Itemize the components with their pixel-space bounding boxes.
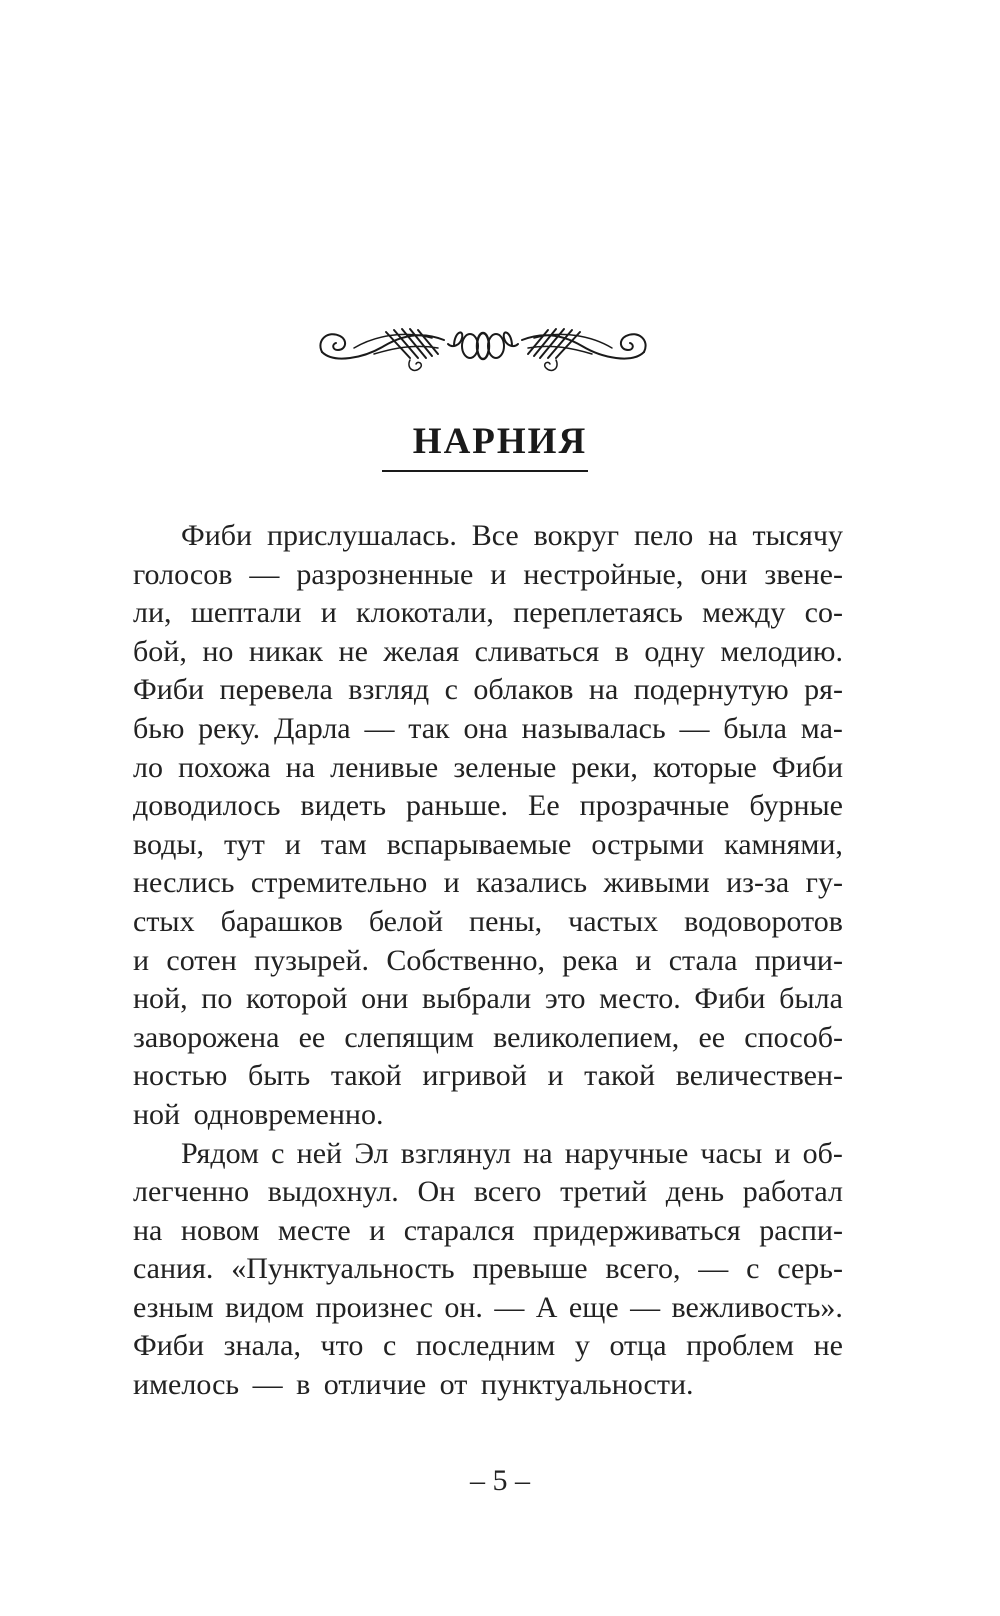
word: тысячу	[752, 519, 843, 552]
word: похожа	[178, 750, 271, 784]
text-line	[133, 1289, 843, 1328]
word: взгляд	[348, 673, 430, 707]
decorative-flourish-ornament	[314, 318, 652, 376]
word: на	[588, 673, 619, 707]
word: бурные	[749, 789, 843, 823]
word: водоворотов	[684, 904, 843, 938]
word: Дарла	[273, 711, 351, 745]
word: там	[320, 827, 367, 861]
word: месте	[277, 1213, 351, 1247]
word: со-	[804, 596, 843, 630]
word: ло	[133, 750, 163, 784]
word: пело	[633, 519, 694, 552]
word: никак	[248, 634, 324, 668]
word: —	[698, 1252, 729, 1286]
word: великолепием,	[493, 1020, 680, 1054]
word: с	[382, 1329, 397, 1363]
word: отца	[609, 1329, 667, 1363]
text-line	[133, 980, 843, 1019]
word: с	[746, 1252, 760, 1286]
word: из-за	[726, 866, 790, 900]
word: и	[133, 943, 150, 977]
chapter-title: НАРНИЯ	[412, 421, 588, 462]
word: новом	[180, 1213, 260, 1247]
word: была	[779, 982, 843, 1016]
word: Собственно,	[386, 943, 545, 977]
word: видом	[225, 1290, 305, 1324]
text-line	[133, 1327, 843, 1366]
word: и	[369, 1213, 386, 1247]
text-line	[133, 864, 843, 903]
word: быть	[247, 1059, 311, 1093]
word: серь-	[777, 1252, 843, 1286]
word: и	[774, 1136, 791, 1170]
word: это	[544, 982, 586, 1016]
word: с	[271, 1136, 285, 1170]
word: взглянул	[400, 1136, 512, 1170]
word: реки,	[571, 750, 638, 784]
text-line	[133, 517, 843, 556]
word: пены,	[469, 904, 543, 938]
word: выбрали	[421, 982, 532, 1016]
word: камнями,	[724, 827, 843, 861]
word: причи-	[754, 943, 843, 977]
word: не	[338, 634, 368, 668]
word: подернутую	[633, 673, 789, 707]
word: они	[700, 557, 748, 591]
word: об-	[802, 1136, 843, 1170]
word: ма-	[800, 711, 843, 745]
word: барашков	[220, 904, 343, 938]
word: придерживаться	[533, 1213, 741, 1247]
word: наручные	[564, 1136, 689, 1170]
word: реку.	[198, 711, 261, 745]
word: вспарываемые	[386, 827, 572, 861]
word: стых	[133, 904, 195, 938]
word: сливаться	[474, 634, 600, 668]
word: и	[284, 827, 301, 861]
word: легченно	[133, 1175, 250, 1209]
word: частых	[568, 904, 659, 938]
word: острыми	[591, 827, 705, 861]
word: ли,	[133, 596, 172, 630]
text-line	[133, 556, 843, 595]
text-line	[133, 826, 843, 865]
text-line	[133, 1019, 843, 1058]
word: Фиби	[181, 519, 253, 552]
word: —	[679, 711, 710, 745]
word: нестройные,	[523, 557, 684, 591]
word: гу-	[805, 866, 843, 900]
word: и	[320, 596, 337, 630]
word: третий	[560, 1175, 648, 1209]
word: у	[574, 1329, 590, 1363]
word: облаков	[473, 673, 574, 707]
word: голосов	[133, 557, 233, 591]
word: на	[133, 1213, 163, 1247]
word: стремительно	[250, 866, 428, 900]
word: работал	[742, 1175, 843, 1209]
word: и	[443, 866, 460, 900]
text-line	[133, 903, 843, 942]
word: проблем	[686, 1329, 794, 1363]
word: воды,	[133, 827, 205, 861]
word: доводилось	[133, 789, 281, 823]
word: пузырей.	[254, 943, 370, 977]
word: не	[813, 1329, 843, 1363]
word: Фиби	[694, 982, 766, 1016]
word: способ-	[744, 1020, 843, 1054]
word: знала,	[223, 1329, 301, 1363]
word: мелодию.	[720, 634, 843, 668]
word: клокотали,	[356, 596, 494, 630]
text-line	[133, 671, 843, 710]
chapter-body-text	[133, 517, 843, 1405]
text-line	[133, 1057, 843, 1096]
word: выдохнул.	[267, 1175, 399, 1209]
word: прозрачные	[579, 789, 730, 823]
word: на	[523, 1136, 553, 1170]
text-line	[133, 1212, 843, 1251]
word: была	[723, 711, 787, 745]
word: они	[361, 982, 409, 1016]
word: ее	[698, 1020, 726, 1054]
word: ее	[298, 1020, 326, 1054]
word: произнес	[315, 1290, 433, 1324]
word: вежливость».	[671, 1290, 843, 1324]
word: она	[463, 711, 508, 745]
word: и	[490, 557, 507, 591]
word: что	[320, 1329, 364, 1363]
page-number: – 5 –	[470, 1464, 530, 1497]
word: ностью	[133, 1059, 228, 1093]
word: Ее	[528, 789, 560, 823]
word: прислушалась.	[266, 519, 457, 552]
word: Фиби	[133, 673, 205, 707]
word: всего,	[605, 1252, 681, 1286]
word: он.	[444, 1290, 483, 1324]
word: —	[364, 711, 395, 745]
word: в	[614, 634, 629, 668]
word: Рядом	[181, 1136, 260, 1170]
word: раньше.	[406, 789, 508, 823]
word: река	[562, 943, 619, 977]
word: перевела	[219, 673, 333, 707]
word: ней	[296, 1136, 343, 1170]
word: еще	[568, 1290, 619, 1324]
word: и	[635, 943, 652, 977]
word: неслись	[133, 866, 235, 900]
text-line	[133, 633, 843, 672]
text-line	[133, 787, 843, 826]
word: бой,	[133, 634, 187, 668]
word: Эл	[354, 1136, 389, 1170]
word: видеть	[300, 789, 387, 823]
word: переплетаясь	[513, 596, 683, 630]
word: разрозненные	[296, 557, 474, 591]
word: А	[535, 1290, 558, 1324]
word: так	[408, 711, 450, 745]
word: звене-	[764, 557, 843, 591]
text-line	[133, 710, 843, 749]
text-line	[133, 942, 843, 981]
word: сания.	[133, 1252, 214, 1286]
word: езным	[133, 1290, 214, 1324]
word: день	[665, 1175, 725, 1209]
word: ленивые	[330, 750, 439, 784]
text-line	[133, 1135, 843, 1174]
word: одну	[644, 634, 705, 668]
word: вокруг	[533, 519, 620, 552]
word: на	[708, 519, 738, 552]
word: ной,	[133, 982, 188, 1016]
word: Он	[417, 1175, 456, 1209]
text-line	[133, 1173, 843, 1212]
word: живыми	[603, 866, 710, 900]
word: которой	[246, 982, 348, 1016]
text-line	[133, 594, 843, 633]
word: «Пунктуальность	[231, 1252, 455, 1286]
word: Фиби	[771, 750, 843, 784]
text-line	[133, 749, 843, 788]
word: называлась	[521, 711, 666, 745]
word: с	[444, 673, 458, 707]
word: —	[630, 1290, 661, 1324]
word: зеленые	[453, 750, 557, 784]
word: которые	[652, 750, 757, 784]
word: между	[702, 596, 786, 630]
word: такой	[330, 1059, 402, 1093]
title-underline-rule	[382, 470, 588, 472]
word: игривой	[422, 1059, 527, 1093]
word: —	[249, 557, 280, 591]
word: всего	[473, 1175, 542, 1209]
word: и	[547, 1059, 564, 1093]
word: по	[201, 982, 233, 1016]
word: на	[285, 750, 316, 784]
text-line: ной одновременно.	[133, 1097, 384, 1131]
word: часы	[700, 1136, 763, 1170]
word: бью	[133, 711, 185, 745]
word: ря-	[804, 673, 843, 707]
word: тут	[224, 827, 265, 861]
word: белой	[368, 904, 444, 938]
word: стала	[668, 943, 738, 977]
word: сотен	[166, 943, 237, 977]
word: превыше	[472, 1252, 588, 1286]
word: казались	[476, 866, 588, 900]
word: распи-	[759, 1213, 843, 1247]
word: слепящим	[344, 1020, 474, 1054]
word: —	[494, 1290, 525, 1324]
word: Фиби	[133, 1329, 205, 1363]
word: такой	[584, 1059, 656, 1093]
word: последним	[415, 1329, 556, 1363]
word: место.	[599, 982, 681, 1016]
text-line	[133, 1250, 843, 1289]
word: старался	[403, 1213, 515, 1247]
text-line: имелось — в отличие от пунктуальности.	[133, 1368, 694, 1402]
word: но	[202, 634, 234, 668]
word: заворожена	[133, 1020, 280, 1054]
word: Все	[471, 519, 519, 552]
word: шептали	[190, 596, 302, 630]
word: желая	[383, 634, 460, 668]
word: величествен-	[675, 1059, 843, 1093]
